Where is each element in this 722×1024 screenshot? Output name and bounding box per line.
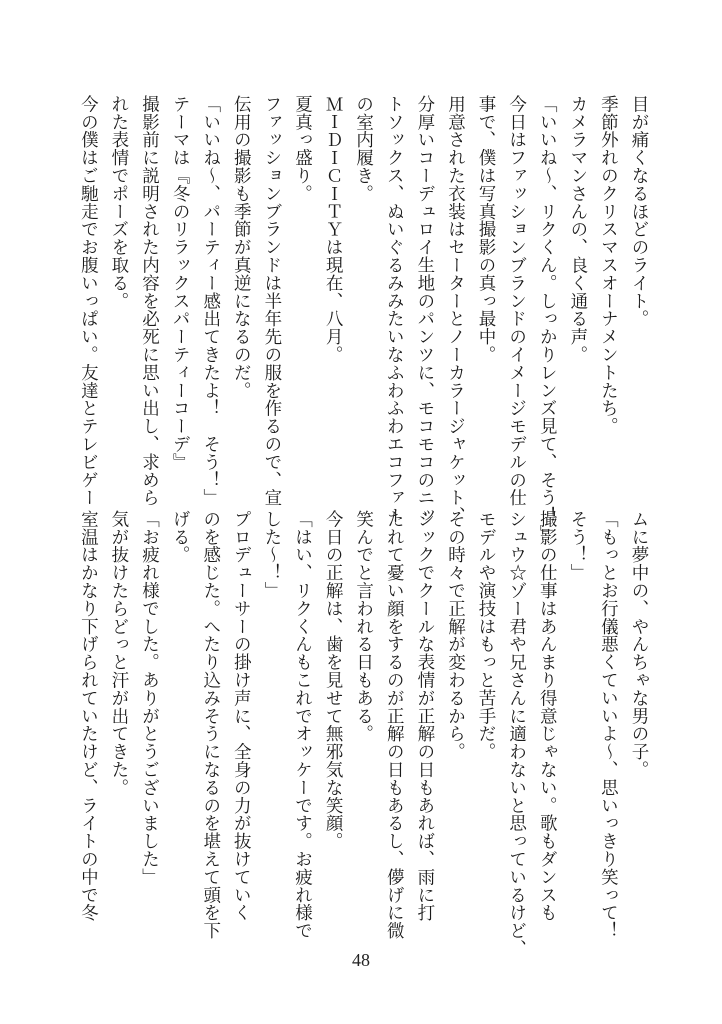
- text-line: トソックス、ぬいぐるみみたいなふわふわエコファー: [384, 95, 405, 525]
- text-line: 今日の正解は、歯を見せて無邪気な笑顔。: [323, 510, 344, 851]
- text-line: 季節外れのクリスマスオーナメントたち。: [598, 95, 619, 436]
- text-line: シックでクールな表情が正解の日もあれば、雨に打: [414, 510, 435, 922]
- text-line: げる。: [170, 510, 191, 564]
- text-line: 伝用の撮影も季節が真逆になるのだ。: [231, 95, 252, 400]
- text-line: 今日はファッションブランドのイメージモデルの仕: [506, 95, 527, 507]
- page-number: 48: [352, 950, 370, 970]
- text-line: ＭＩＤＩＣＩＴＹは現在、八月。: [323, 95, 344, 364]
- text-line: 「いいね～、パーティー感出てきたよ！ そう！」: [200, 95, 221, 507]
- text-line: 事で、僕は写真撮影の真っ最中。: [476, 95, 497, 364]
- text-line: した～！」: [261, 510, 282, 600]
- text-line: 撮影前に説明された内容を必死に思い出し、求めら: [139, 95, 160, 507]
- text-line: 室温はかなり下げられていたけど、ライトの中で冬: [78, 510, 99, 922]
- text-line: テーマは『冬のリラックスパーティーコーデ』: [170, 95, 191, 471]
- text-line: たれて憂い顔をするのが正解の日もあるし、儚げに微: [384, 510, 405, 940]
- text-line: ムに夢中の、やんちゃな男の子。: [629, 510, 649, 779]
- text-line: のを感じた。へたり込みそうになるのを堪えて頭を下: [200, 510, 221, 940]
- text-line: 「いいね～、リクくん。しっかりレンズ見て、そう！」: [537, 95, 558, 543]
- text-line: そう！」: [567, 510, 588, 582]
- text-line: その時々で正解が変わるから。: [445, 510, 466, 761]
- text-line: シュウ☆ゾー君や兄さんに適わないと思っているけど、: [506, 510, 527, 958]
- text-line: ファッションブランドは半年先の服を作るので、宣: [261, 95, 282, 507]
- text-line: 「お疲れ様でした。ありがとうございました」: [139, 510, 160, 886]
- text-line: 笑んでと言われる日もある。: [353, 510, 374, 743]
- text-line: 今の僕はご馳走でお腹いっぱい。友達とテレビゲー: [78, 95, 99, 507]
- text-line: 「もっとお行儀悪くていいよ～、思いっきり笑って！: [598, 510, 619, 940]
- text-line: モデルや演技はもっと苦手だ。: [476, 510, 497, 761]
- text-line: 分厚いコーデュロイ生地のパンツに、モコモコのニッ: [414, 95, 435, 525]
- text-line: プロデューサーの掛け声に、全身の力が抜けていく: [231, 510, 252, 922]
- text-line: 用意された衣装はセーターとノーカラージャケット、: [445, 95, 466, 525]
- text-line: 気が抜けたらどっと汗が出てきた。: [108, 510, 129, 797]
- text-line: 夏真っ盛り。: [292, 95, 313, 203]
- text-block-bottom: [73, 510, 654, 958]
- text-line: の室内履き。: [353, 95, 374, 203]
- text-line: カメラマンさんの、良く通る声。: [567, 95, 588, 364]
- text-line: 撮影の仕事はあんまり得意じゃない。歌もダンスも: [537, 510, 558, 922]
- text-line: れた表情でポーズを取る。: [108, 95, 129, 310]
- text-line: 「はい、リクくんもこれでオッケーです。お疲れ様で: [292, 510, 313, 940]
- text-line: 目が痛くなるほどのライト。: [629, 95, 649, 328]
